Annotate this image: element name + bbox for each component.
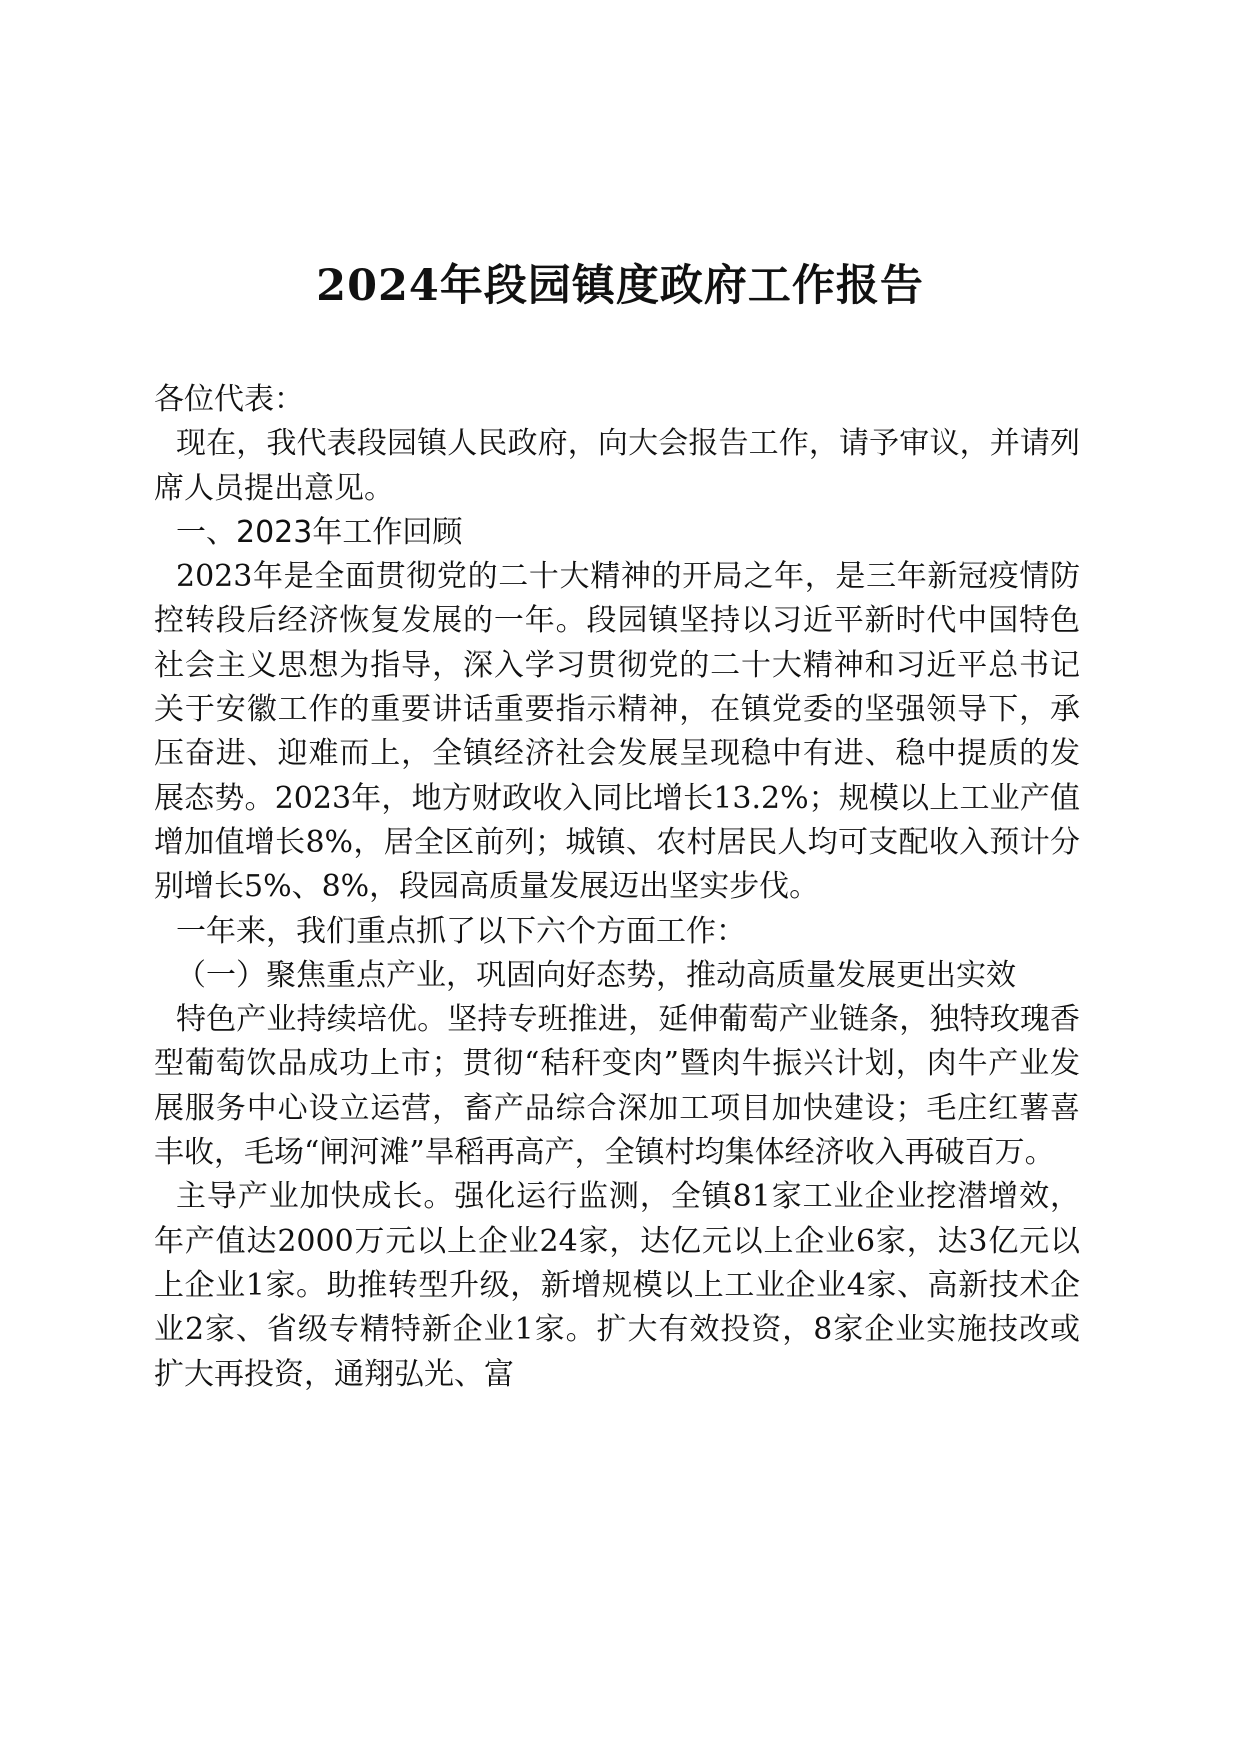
characteristic-industry-paragraph: 特色产业持续培优。坚持专班推进，延伸葡萄产业链条，独特玫瑰香型葡萄饮品成功上市；贯彻“秸秆变肉”暨肉牛振兴计划，肉牛产业发展服务中心设立运营，畜产品综合深加工项目加快建设；毛庄红薯喜丰收，毛场“闸河滩”旱稻再高产，全镇村均集体经济收入再破百万。 — [154, 1002, 1080, 1171]
review-paragraph: 2023年是全面贯彻党的二十大精神的开局之年，是三年新冠疫情防控转段后经济恢复发展的一年。段园镇坚持以习近平新时代中国特色社会主义思想为指导，深入学习贯彻党的二十大精神和习近平总书记关于安徽工作的重要讲话重要指示精神，在镇党委的坚强领导下，承压奋进、迎难而上，全镇经济社会发展呈现稳中有进、稳中提质的发展态势。2023年，地方财政收入同比增长13.2%；规模以上工业产值增加值增长8%，居全区前列；城镇、农村居民人均可支配收入预计分别增长5%、8%，段园高质量发展迈出坚实步伐。 — [154, 559, 1080, 905]
document-title: 2024年段园镇度政府工作报告 — [316, 261, 924, 311]
salutation: 各位代表： — [154, 382, 304, 417]
document-body — [154, 378, 1080, 1397]
work-summary-paragraph: 一年来，我们重点抓了以下六个方面工作： — [176, 913, 746, 949]
subsection-heading-industry: （一）聚焦重点产业，巩固向好态势，推动高质量发展更出实效 — [176, 957, 1016, 993]
intro-paragraph: 现在，我代表段园镇人民政府，向大会报告工作，请予审议，并请列席人员提出意见。 — [154, 426, 1080, 506]
section-heading-review: 一、2023年工作回顾 — [176, 514, 463, 550]
leading-industry-paragraph: 主导产业加快成长。强化运行监测，全镇81家工业企业挖潜增效，年产值达2000万元以上企业24家，达亿元以上企业6家，达3亿元以上企业1家。助推转型升级，新增规模以上工业企业4家、高新技术企业2家、省级专精特新企业1家。扩大有效投资，8家企业实施技改或扩大再投资，通翔弘光、富 — [154, 1179, 1080, 1392]
